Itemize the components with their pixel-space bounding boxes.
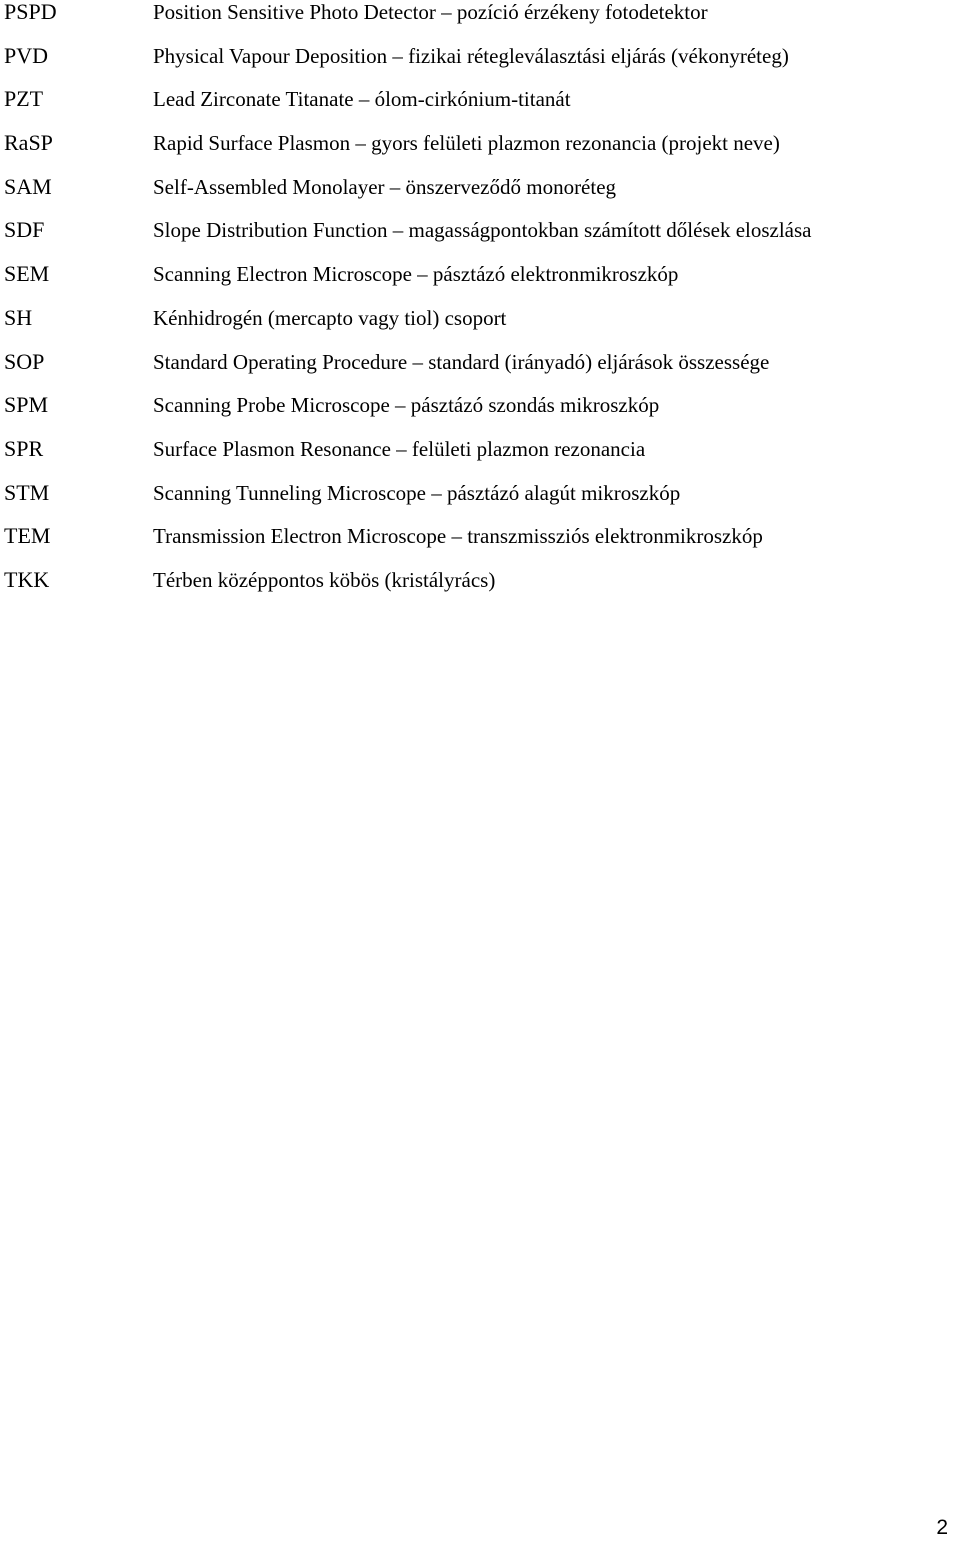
abbreviation-term: SDF	[4, 217, 45, 243]
abbreviation-term: SPM	[4, 392, 49, 418]
abbreviation-row	[0, 350, 960, 394]
abbreviation-definition: Scanning Electron Microscope – pásztázó elektronmikroszkóp	[153, 262, 679, 287]
abbreviation-row	[0, 175, 960, 219]
abbreviation-list	[0, 0, 960, 612]
abbreviation-definition: Térben középpontos köbös (kristályrács)	[153, 567, 496, 592]
abbreviation-definition: Kénhidrogén (mercapto vagy tiol) csoport	[153, 305, 507, 330]
abbreviation-term: PZT	[4, 86, 44, 112]
abbreviation-definition: Surface Plasmon Resonance – felületi plazmon rezonancia	[153, 436, 646, 461]
abbreviation-definition: Self-Assembled Monolayer – önszerveződő monoréteg	[153, 174, 617, 199]
abbreviation-row	[0, 44, 960, 88]
abbreviation-definition: Rapid Surface Plasmon – gyors felületi plazmon rezonancia (projekt neve)	[153, 131, 780, 156]
abbreviation-definition: Physical Vapour Deposition – fizikai rétegleválasztási eljárás (vékonyréteg)	[153, 43, 789, 68]
abbreviation-row	[0, 393, 960, 437]
abbreviation-row	[0, 481, 960, 525]
abbreviation-definition: Scanning Probe Microscope – pásztázó szondás mikroszkóp	[153, 393, 660, 418]
abbreviation-definition: Standard Operating Procedure – standard (irányadó) eljárások összessége	[153, 349, 770, 374]
abbreviation-definition: Scanning Tunneling Microscope – pásztázó alagút mikroszkóp	[153, 480, 681, 505]
abbreviation-definition: Position Sensitive Photo Detector – pozíció érzékeny fotodetektor	[153, 0, 708, 24]
abbreviation-term: SAM	[4, 173, 52, 199]
abbreviation-row	[0, 524, 960, 568]
abbreviation-row	[0, 218, 960, 262]
abbreviation-term: SOP	[4, 348, 45, 374]
abbreviation-row	[0, 306, 960, 350]
abbreviation-term: RaSP	[4, 130, 53, 156]
abbreviation-term: PSPD	[4, 0, 57, 24]
abbreviation-row	[0, 87, 960, 131]
page-number: 2	[936, 1516, 948, 1539]
abbreviation-definition: Slope Distribution Function – magasságpontokban számított dőlések eloszlása	[153, 218, 812, 243]
abbreviation-term: SPR	[4, 435, 44, 461]
abbreviation-definition: Lead Zirconate Titanate – ólom-cirkónium-titanát	[153, 87, 571, 112]
abbreviation-definition: Transmission Electron Microscope – transzmissziós elektronmikroszkóp	[153, 524, 763, 549]
abbreviation-term: TKK	[4, 566, 50, 592]
abbreviation-term: PVD	[4, 42, 49, 68]
abbreviation-row	[0, 262, 960, 306]
abbreviation-row	[0, 0, 960, 44]
abbreviation-row	[0, 568, 960, 612]
abbreviation-term: STM	[4, 479, 50, 505]
abbreviation-term: SEM	[4, 261, 50, 287]
abbreviation-term: SH	[4, 304, 33, 330]
abbreviation-row	[0, 437, 960, 481]
abbreviation-term: TEM	[4, 523, 51, 549]
abbreviation-row	[0, 131, 960, 175]
